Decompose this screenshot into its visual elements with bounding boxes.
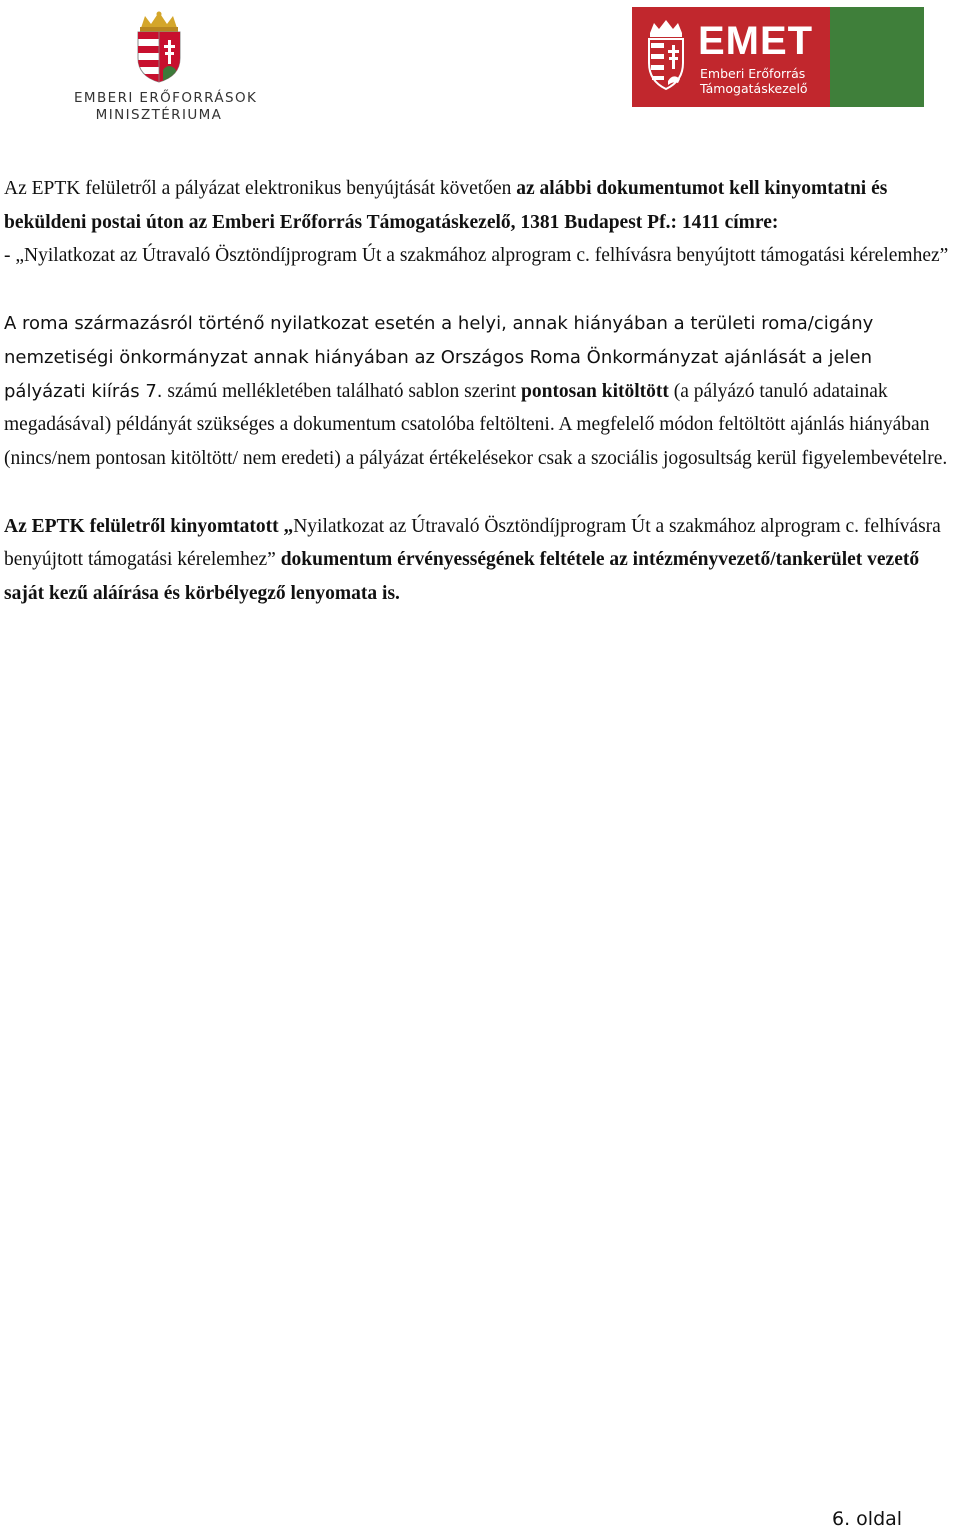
roma-declaration-text-part1: A roma származásról történő nyilatkozat esetén a helyi, annak hiányában a területi roma/cigány nemzetiségi önkormányzat annak hiányában az Országos Roma Önkormányzat ajánlását a jelen pályázati kiírás 7. (4, 313, 874, 402)
roma-declaration-text-part2: számú mellékletében található sablon szerint (162, 380, 521, 402)
hungarian-coat-of-arms-icon (133, 10, 185, 84)
validity-document-name: Nyilatkozat az Útravaló Ösztöndíjprogram Út a szakmához alprogram c. felhívásra benyújtott támogatási kérelemhez” (4, 515, 941, 571)
emet-brand-name: EMET (698, 19, 814, 63)
emet-subtitle-line2: Támogatáskezelő (700, 81, 808, 96)
document-body (4, 172, 956, 611)
hungarian-coat-of-arms-icon (646, 19, 686, 93)
validity-intro-text: Az EPTK felületről kinyomtatott „ (4, 515, 294, 537)
validity-requirement-text: dokumentum érvényességének feltétele az intézményvezető/tankerület vezető saját kezű aláírása és körbélyegző lenyomata is. (4, 549, 920, 605)
required-document-item: - „Nyilatkozat az Útravaló Ösztöndíjprogram Út a szakmához alprogram c. felhívásra benyújtott támogatási kérelemhez” (4, 245, 949, 267)
submission-intro-text: Az EPTK felületről a pályázat elektronikus benyújtását követően (4, 178, 517, 199)
submission-instructions-paragraph (4, 172, 956, 239)
paragraph-spacer (4, 273, 956, 307)
roma-declaration-text-part4: A megfelelő módon feltöltött ajánlás hiányában (nincs/nem pontosan kitöltött/ nem eredeti) a pályázat értékelésekor csak a szociális jogosultság kerül figyelembevételre. (4, 414, 948, 469)
ministry-logo (74, 10, 258, 125)
ministry-name-line1: EMBERI ERŐFORRÁSOK (74, 90, 258, 106)
submission-requirement-text: az alábbi dokumentumot kell kinyomtatni és beküldeni postai úton az Emberi Erőforrás Támogatáskezelő, 1381 Budapest Pf.: 1411 címre: (4, 178, 888, 233)
page-number: 6. oldal (832, 1508, 903, 1530)
emet-subtitle-line1: Emberi Erőforrás (700, 66, 806, 81)
paragraph-spacer (4, 476, 956, 510)
validity-condition-paragraph (4, 510, 956, 611)
roma-declaration-paragraph (4, 307, 956, 476)
roma-declaration-text-part3: (a pályázó tanuló adatainak megadásával) példányát szükséges a dokumentum csatolóba feltölteni. (4, 380, 888, 436)
emet-logo-green-block (830, 7, 924, 107)
roma-declaration-emphasis: pontosan kitöltött (521, 380, 669, 402)
ministry-name-line2: MINISZTÉRIUMA (95, 107, 223, 123)
emet-logo (632, 7, 924, 107)
